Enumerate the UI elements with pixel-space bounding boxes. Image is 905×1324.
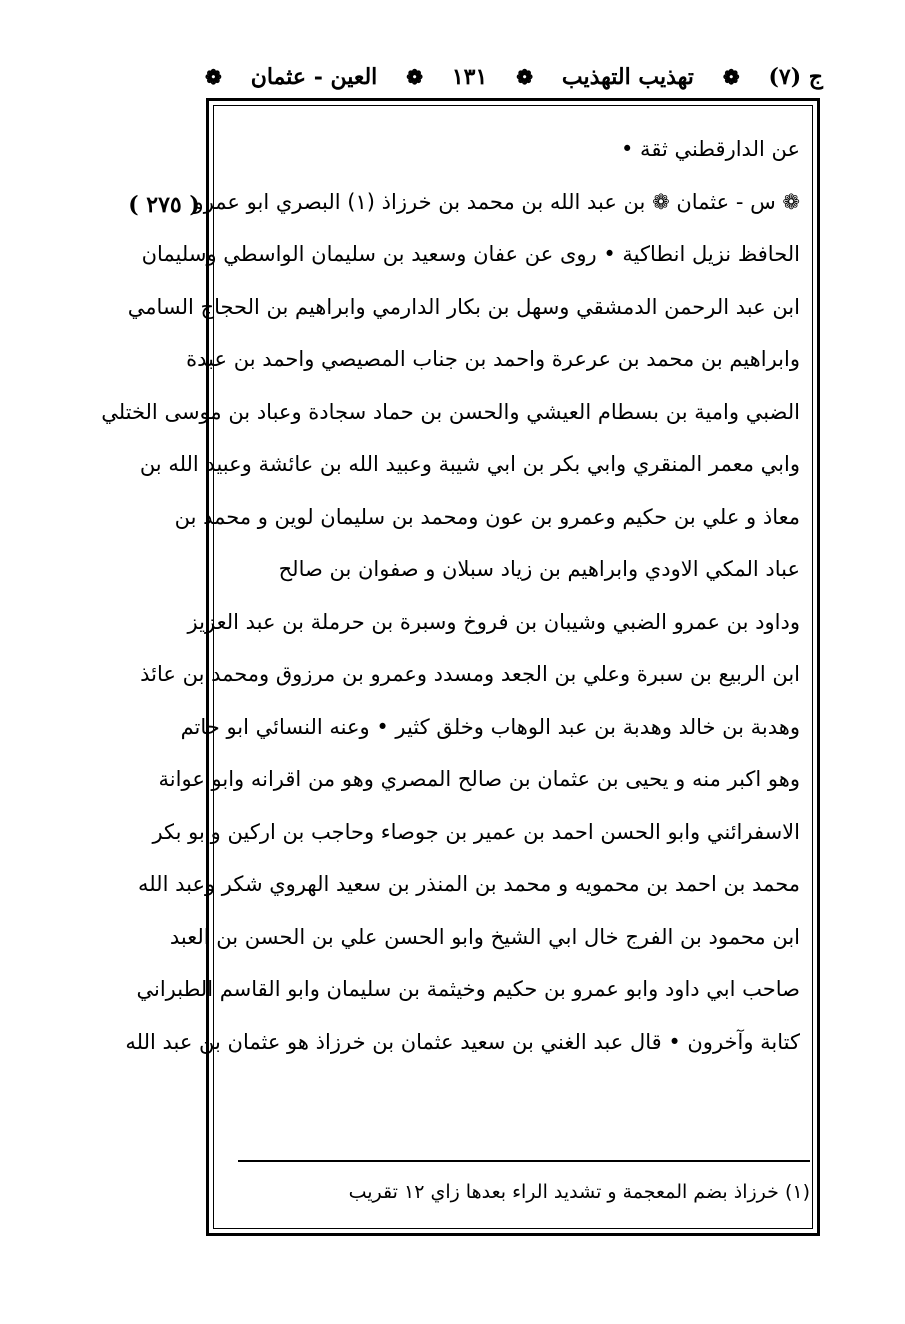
text-line: وابي معمر المنقري وابي بكر بن ابي شيبة وعبيد الله بن عائشة وعبيد الله بن [139,452,800,476]
text-line: وهو اكبر منه و يحيى بن عثمان بن صالح المصري وهو من اقرانه وابو عوانة [158,767,800,791]
text-line: الاسفرائني وابو الحسن احمد بن عمير بن جوصاء وحاجب بن اركين وابو بكر [152,819,800,844]
text-line: كتابة وآخرون • قال عبد الغني بن سعيد عثمان بن خرزاذ هو عثمان بن عبد الله [125,1029,800,1054]
volume-label: ج (٧) [768,64,823,90]
text-line: وهدبة بن خالد وهدبة بن عبد الوهاب وخلق كثير • وعنه النسائي ابو حاتم [180,714,800,739]
text-line: ابن عبد الرحمن الدمشقي وسهل بن بكار الدارمي وابراهيم بن الحجاج السامي [127,294,800,319]
ornament-icon: ❁ [205,65,222,89]
text-line: ❁ س - عثمان ❁ بن عبد الله بن محمد بن خرزاذ (١) البصري ابو عمرو [193,189,800,214]
text-line: وابراهيم بن محمد بن عرعرة واحمد بن جناب المصيصي واحمد بن عبدة [186,347,800,371]
text-line: محمد بن احمد بن محمويه و محمد بن المنذر بن سعيد الهروي شكر وعبد الله [137,872,800,896]
text-line: ابن الربيع بن سبرة وعلي بن الجعد ومسدد وعمرو بن مرزوق ومحمد بن عائذ [140,662,800,686]
text-line: عباد المكي الاودي وابراهيم بن زياد سبلان و صفوان بن صالح [278,557,800,581]
page-number: ١٣١ [451,64,488,90]
text-line: وداود بن عمرو الضبي وشيبان بن فروخ وسبرة بن حرملة بن عبد العزيز [187,609,800,634]
ornament-icon: ❁ [516,65,533,89]
section-title: العين - عثمان [250,64,378,90]
text-line: صاحب ابي داود وابو عمرو بن حكيم وخيثمة بن سليمان وابو القاسم الطبراني [136,977,800,1001]
text-line: ابن محمود بن الفرج خال ابي الشيخ وابو الحسن علي بن الحسن بن العبد [169,924,800,949]
book-title: تهذيب التهذيب [561,64,694,90]
text-line: الضبي وامية بن بسطام العيشي والحسن بن حماد سجادة وعباد بن موسى الختلي [101,399,800,424]
footnote-divider [238,1160,810,1162]
ornament-icon: ❁ [406,65,423,89]
text-line: معاذ و علي بن حكيم وعمرو بن عون ومحمد بن سليمان لوين و محمد بن [174,504,800,529]
text-line: عن الدارقطني ثقة • [621,137,800,161]
text-line: الحافظ نزيل انطاكية • روى عن عفان وسعيد بن سليمان الواسطي وسليمان [141,242,800,266]
ornament-icon: ❁ [722,65,740,89]
entry-number: ( ٢٧٥ ) [128,192,200,218]
running-header [205,55,823,99]
footnote: (١) خرزاذ بضم المعجمة و تشديد الراء بعدها زاي ١٢ تقريب [348,1181,810,1203]
